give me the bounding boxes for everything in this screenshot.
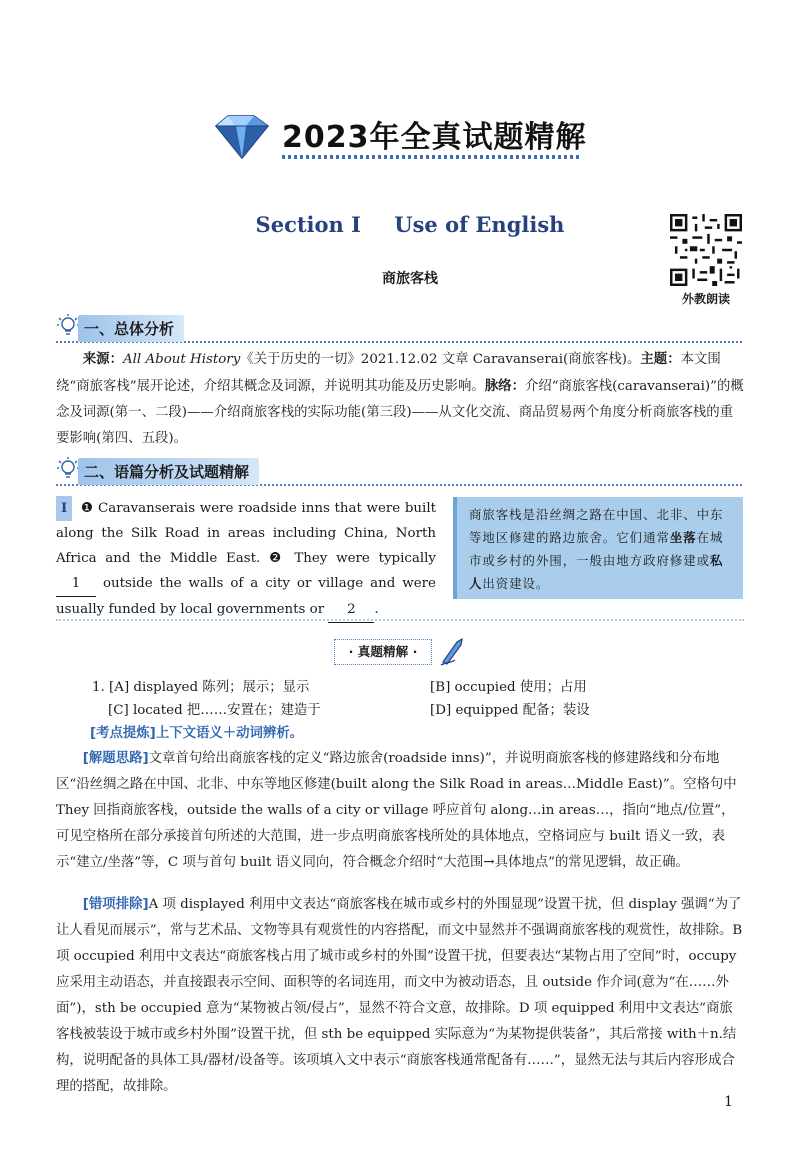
translation-part-2: 在城市或乡村的外围，一般由地方政府修建或	[469, 530, 724, 568]
key-point	[90, 722, 303, 741]
passage-sentence-2b: outside the walls of a city or village and were usually funded by local governments or	[56, 576, 436, 617]
paragraph-numeral: Ⅰ	[56, 496, 72, 521]
translation-bold-1: 坐落	[669, 530, 697, 545]
question-1-option-a[interactable]	[92, 676, 309, 695]
section-name: Use of English	[394, 212, 565, 237]
part2-heading	[56, 456, 742, 486]
title-underline-dots	[282, 154, 582, 160]
overview-paragraph	[56, 346, 744, 452]
solution-reasoning	[56, 746, 744, 876]
blank-2[interactable]: 2	[328, 597, 374, 623]
analysis-badge: · 真题精解 ·	[334, 639, 432, 665]
passage-sentence-2: ❷ They were typically	[269, 551, 436, 566]
question-number: 1.	[92, 680, 105, 695]
translation-part-1: 商旅客栈是沿丝绸之路在中国、北非、中东等地区修建的路边旅舍。它们通常	[469, 507, 724, 545]
qr-code-icon[interactable]	[670, 214, 742, 286]
translation-box	[453, 497, 743, 599]
section-label: Section	[255, 212, 344, 237]
translation-part-3: 出资建设。	[482, 576, 550, 591]
part1-heading-text: 一、总体分析	[78, 315, 184, 342]
page-title: 2023年全真试题精解	[282, 120, 587, 155]
passage-end: .	[374, 602, 379, 617]
passage-paragraph	[56, 496, 436, 623]
elimination-tag: [错项排除]	[82, 897, 149, 912]
theme-text: 本文围绕“商旅客栈”展开论述，介绍其概念及词源，并说明其功能及历史影响。	[56, 352, 721, 394]
key-point-tag: [考点提炼]	[90, 726, 156, 741]
theme-label: 主题：	[640, 351, 681, 367]
question-1-option-b[interactable]: [B] occupied 使用；占用	[430, 680, 587, 695]
option-a-text: [A] displayed 陈列；展示；显示	[109, 680, 310, 695]
qr-label: 外教朗读	[681, 292, 730, 306]
passage-subtitle: 商旅客栈	[382, 271, 438, 287]
source-title: All About History	[122, 352, 241, 367]
source-rest: 《关于历史的一切》2021.12.02 文章 Caravanserai(商旅客栈)。	[240, 352, 641, 367]
pen-icon	[437, 636, 467, 666]
passage-sentence-1: ❶ Caravanserais were roadside inns that were built along the Silk Road in areas including China, North Africa and the Middle East.	[56, 501, 436, 566]
question-1-option-d[interactable]: [D] equipped 配备；装设	[430, 703, 590, 718]
divider	[56, 619, 744, 621]
translation-bold-2: 私人	[469, 553, 724, 591]
wrong-option-elimination	[56, 892, 744, 1100]
context-label: 脉络：	[484, 378, 525, 394]
blank-1[interactable]: 1	[56, 571, 96, 597]
section-numeral: Ⅰ	[351, 212, 361, 237]
key-point-text: 上下文语义＋动词辨析。	[155, 726, 304, 741]
part1-heading	[56, 313, 742, 343]
part2-heading-text: 二、语篇分析及试题精解	[78, 458, 259, 485]
diamond-icon	[210, 112, 272, 162]
lightbulb-icon	[56, 456, 80, 482]
context-text: 介绍“商旅客栈(caravanserai)”的概念及词源(第一、二段)——介绍商旅客栈的实际功能(第三段)——从文化交流、商品贸易两个角度分析商旅客栈的重要影响(第四、五段)。	[56, 379, 744, 446]
question-1-option-c[interactable]: [C] located 把……安置在；建造于	[108, 703, 321, 718]
source-label: 来源：	[82, 351, 123, 367]
reasoning-tag: [解题思路]	[82, 751, 149, 766]
elimination-text: A 项 displayed 利用中文表达“商旅客栈在城市或乡村的外围显现”设置干扰，但 display 强调“为了让人看见而展示”，常与艺术品、文物等具有观赏性的内容搭配，而文中显然并不强调商旅客栈的观赏性，故排除。B 项 occupied 利用中文表达“商旅客栈占用了城市或乡村的外围”设置干扰，但要表达“某物占用了空间”时，occupy 应采用主动语态，并直接跟表示空间、面积等的名词连用，而文中为被动语态，且 outside 作介词(意为“在……外面”)，sth be occupied 意为“某物被占领/侵占”，显然不符合文意，故排除。D 项 equipped 利用中文表达“商旅客栈被装设于城市或乡村外围”设置干扰，但 sth be equipped 实际意为“为某物提供装备”，其后常接 with＋n.结构，说明配备的具体工具/器材/设备等。该项填入文中表示“商旅客栈通常配备有……”，显然无法与其后内容形成合理的搭配，故排除。	[56, 897, 743, 1094]
reasoning-text: 文章首句给出商旅客栈的定义“路边旅舍(roadside inns)”，并说明商旅客栈的修建路线和分布地区“沿丝绸之路在中国、北非、中东等地区修建(built along the Silk Road in areas…Middle East)”。空格句中 They 回指商旅客栈，outside the walls of a city or village 呼应首句 along…in areas…，指向“地点/位置”，可见空格所在部分承接首句所述的大范围，进一步点明商旅客栈所处的具体地点，空格词应与 built 语义一致，表示“建立/坐落”等，C 项与首句 built 语义同向，符合概念介绍时“大范围→具体地点”的常见逻辑，故正确。	[56, 751, 737, 870]
lightbulb-icon	[56, 313, 80, 339]
page-number: 1	[724, 1094, 733, 1110]
